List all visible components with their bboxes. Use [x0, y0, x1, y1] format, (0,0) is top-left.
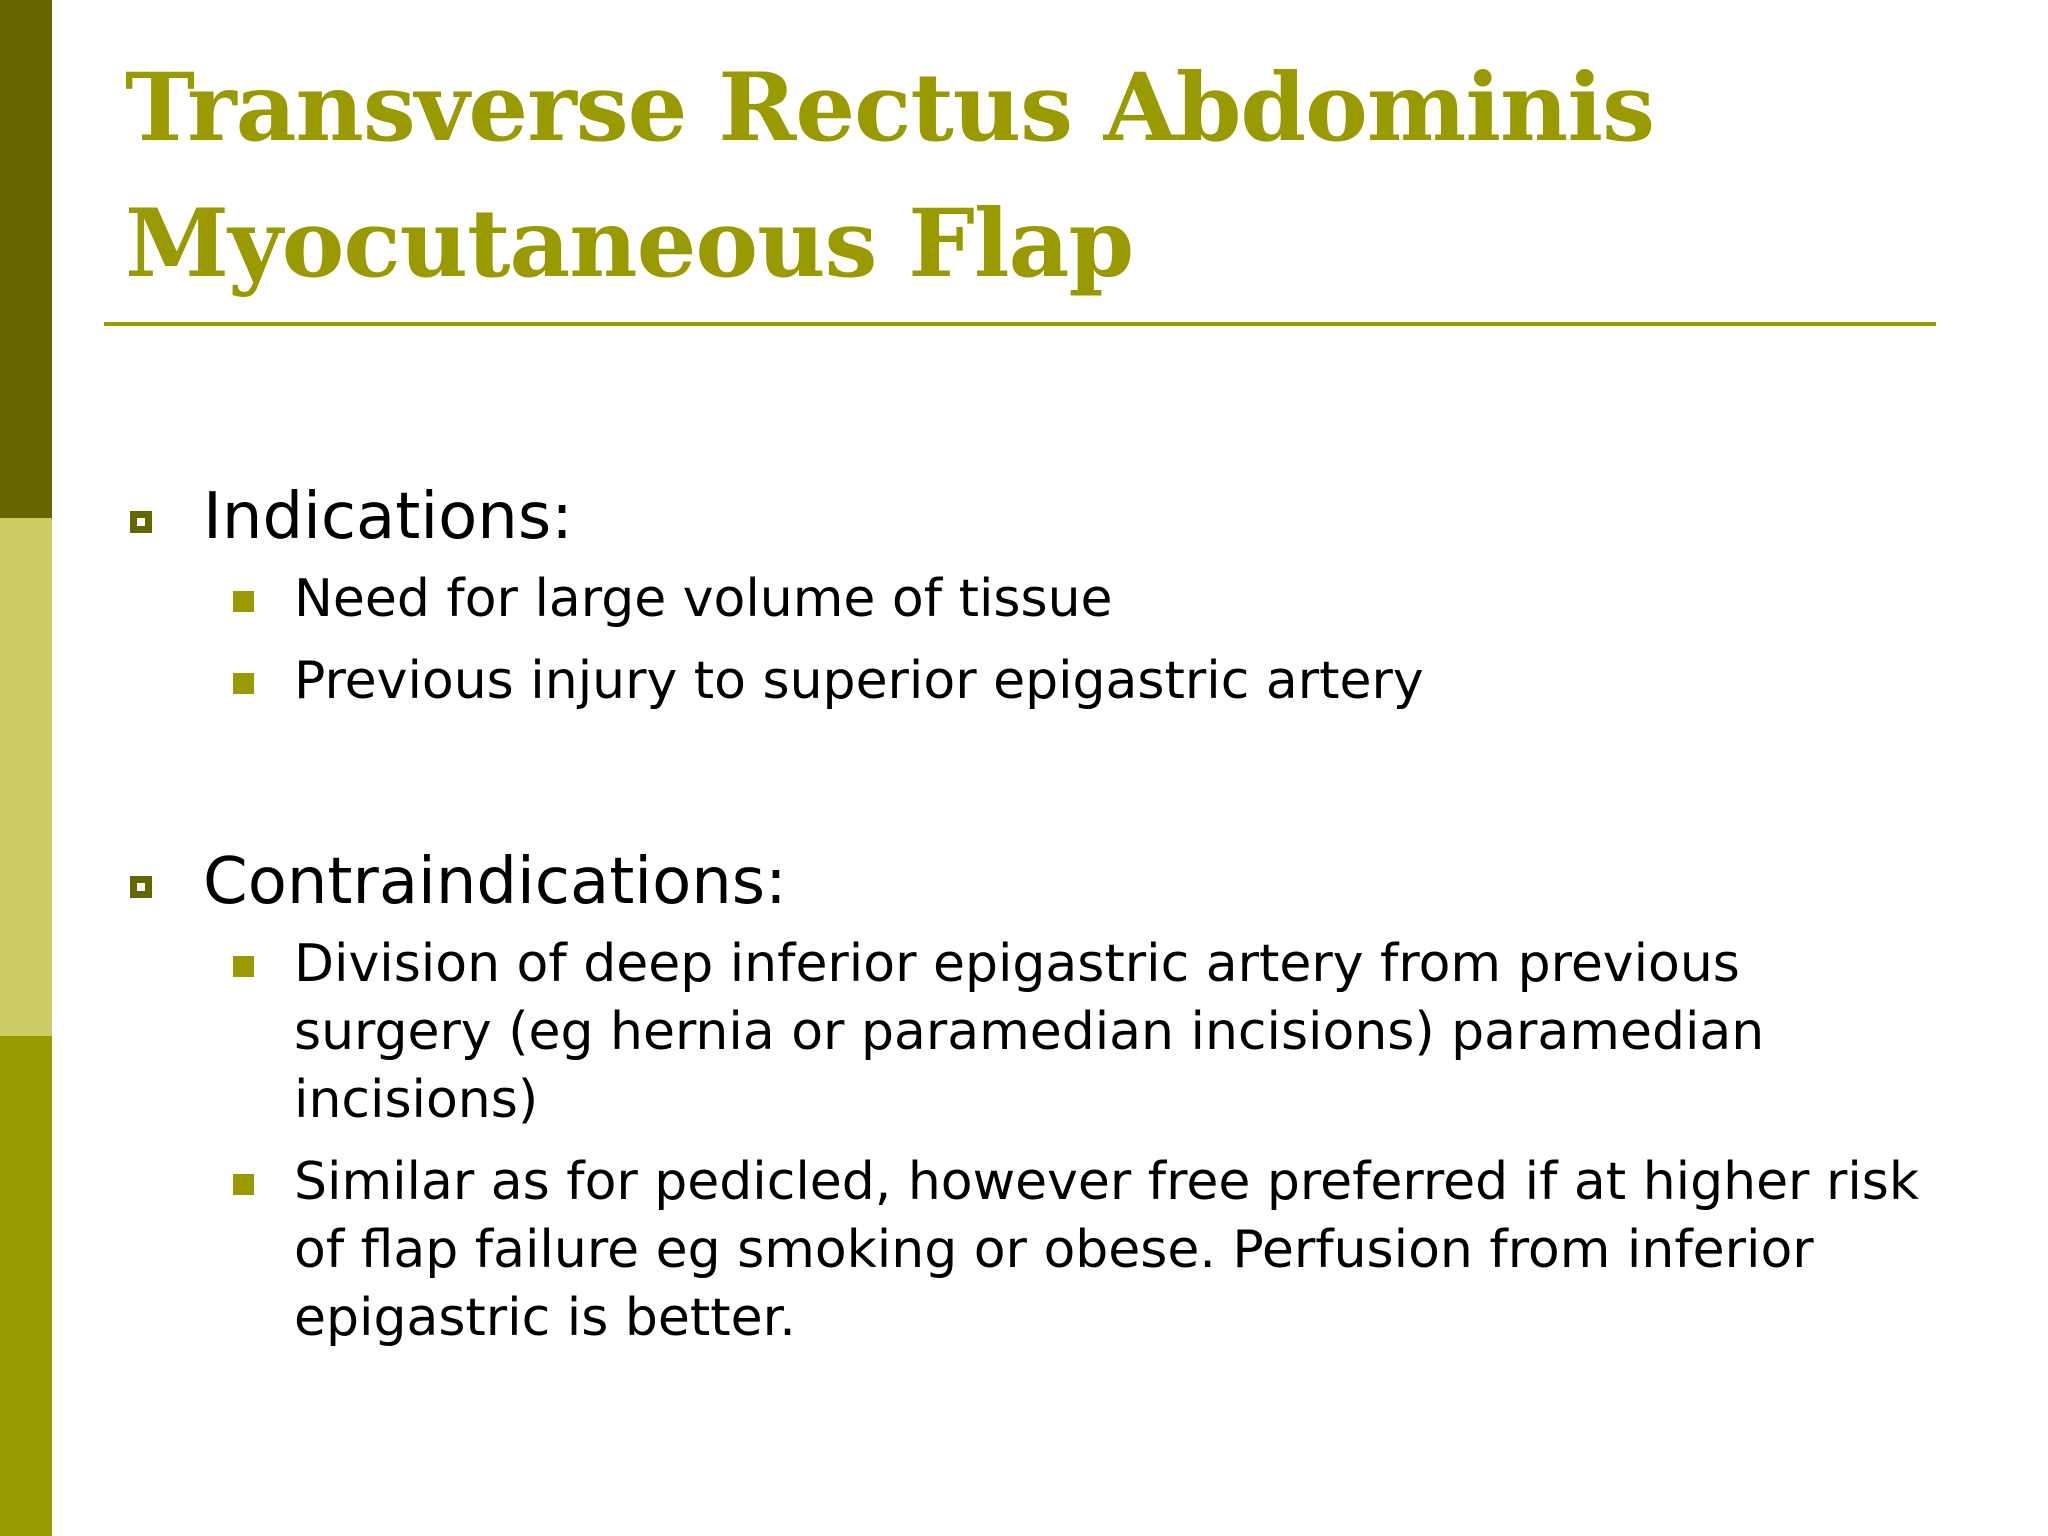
list-item	[0, 565, 1944, 633]
square-bullet-icon	[233, 591, 254, 612]
list-item	[0, 1148, 1944, 1352]
list-item	[0, 647, 1944, 715]
slide-title: Transverse Rectus Abdominis Myocutaneous Flap	[125, 53, 1655, 299]
square-bullet-icon	[233, 673, 254, 694]
section-indications	[0, 475, 2048, 729]
section-heading: Indications:	[203, 480, 573, 554]
list-item-text: Division of deep inferior epigastric artery from previous surgery (eg hernia or paramedian incisions) paramedian incisions)	[294, 934, 1765, 1130]
hollow-square-bullet-icon	[130, 876, 152, 898]
square-bullet-icon	[233, 1174, 254, 1195]
section-heading-row	[0, 840, 2048, 930]
section-heading-row	[0, 475, 2048, 565]
section-heading: Contraindications:	[203, 845, 787, 919]
square-bullet-icon	[233, 956, 254, 977]
side-bar-top-segment	[0, 0, 52, 518]
hollow-square-bullet-icon	[130, 511, 152, 533]
indications-list	[0, 565, 2048, 715]
contraindications-list	[0, 930, 2048, 1352]
list-item	[0, 930, 1944, 1134]
title-underline	[104, 322, 1936, 326]
section-contraindications	[0, 840, 2048, 1366]
list-item-text: Similar as for pedicled, however free preferred if at higher risk of flap failure eg smoking or obese. Perfusion from inferior epigastric is better.	[294, 1152, 1919, 1348]
list-item-text: Need for large volume of tissue	[294, 569, 1113, 629]
list-item-text: Previous injury to superior epigastric artery	[294, 651, 1424, 711]
